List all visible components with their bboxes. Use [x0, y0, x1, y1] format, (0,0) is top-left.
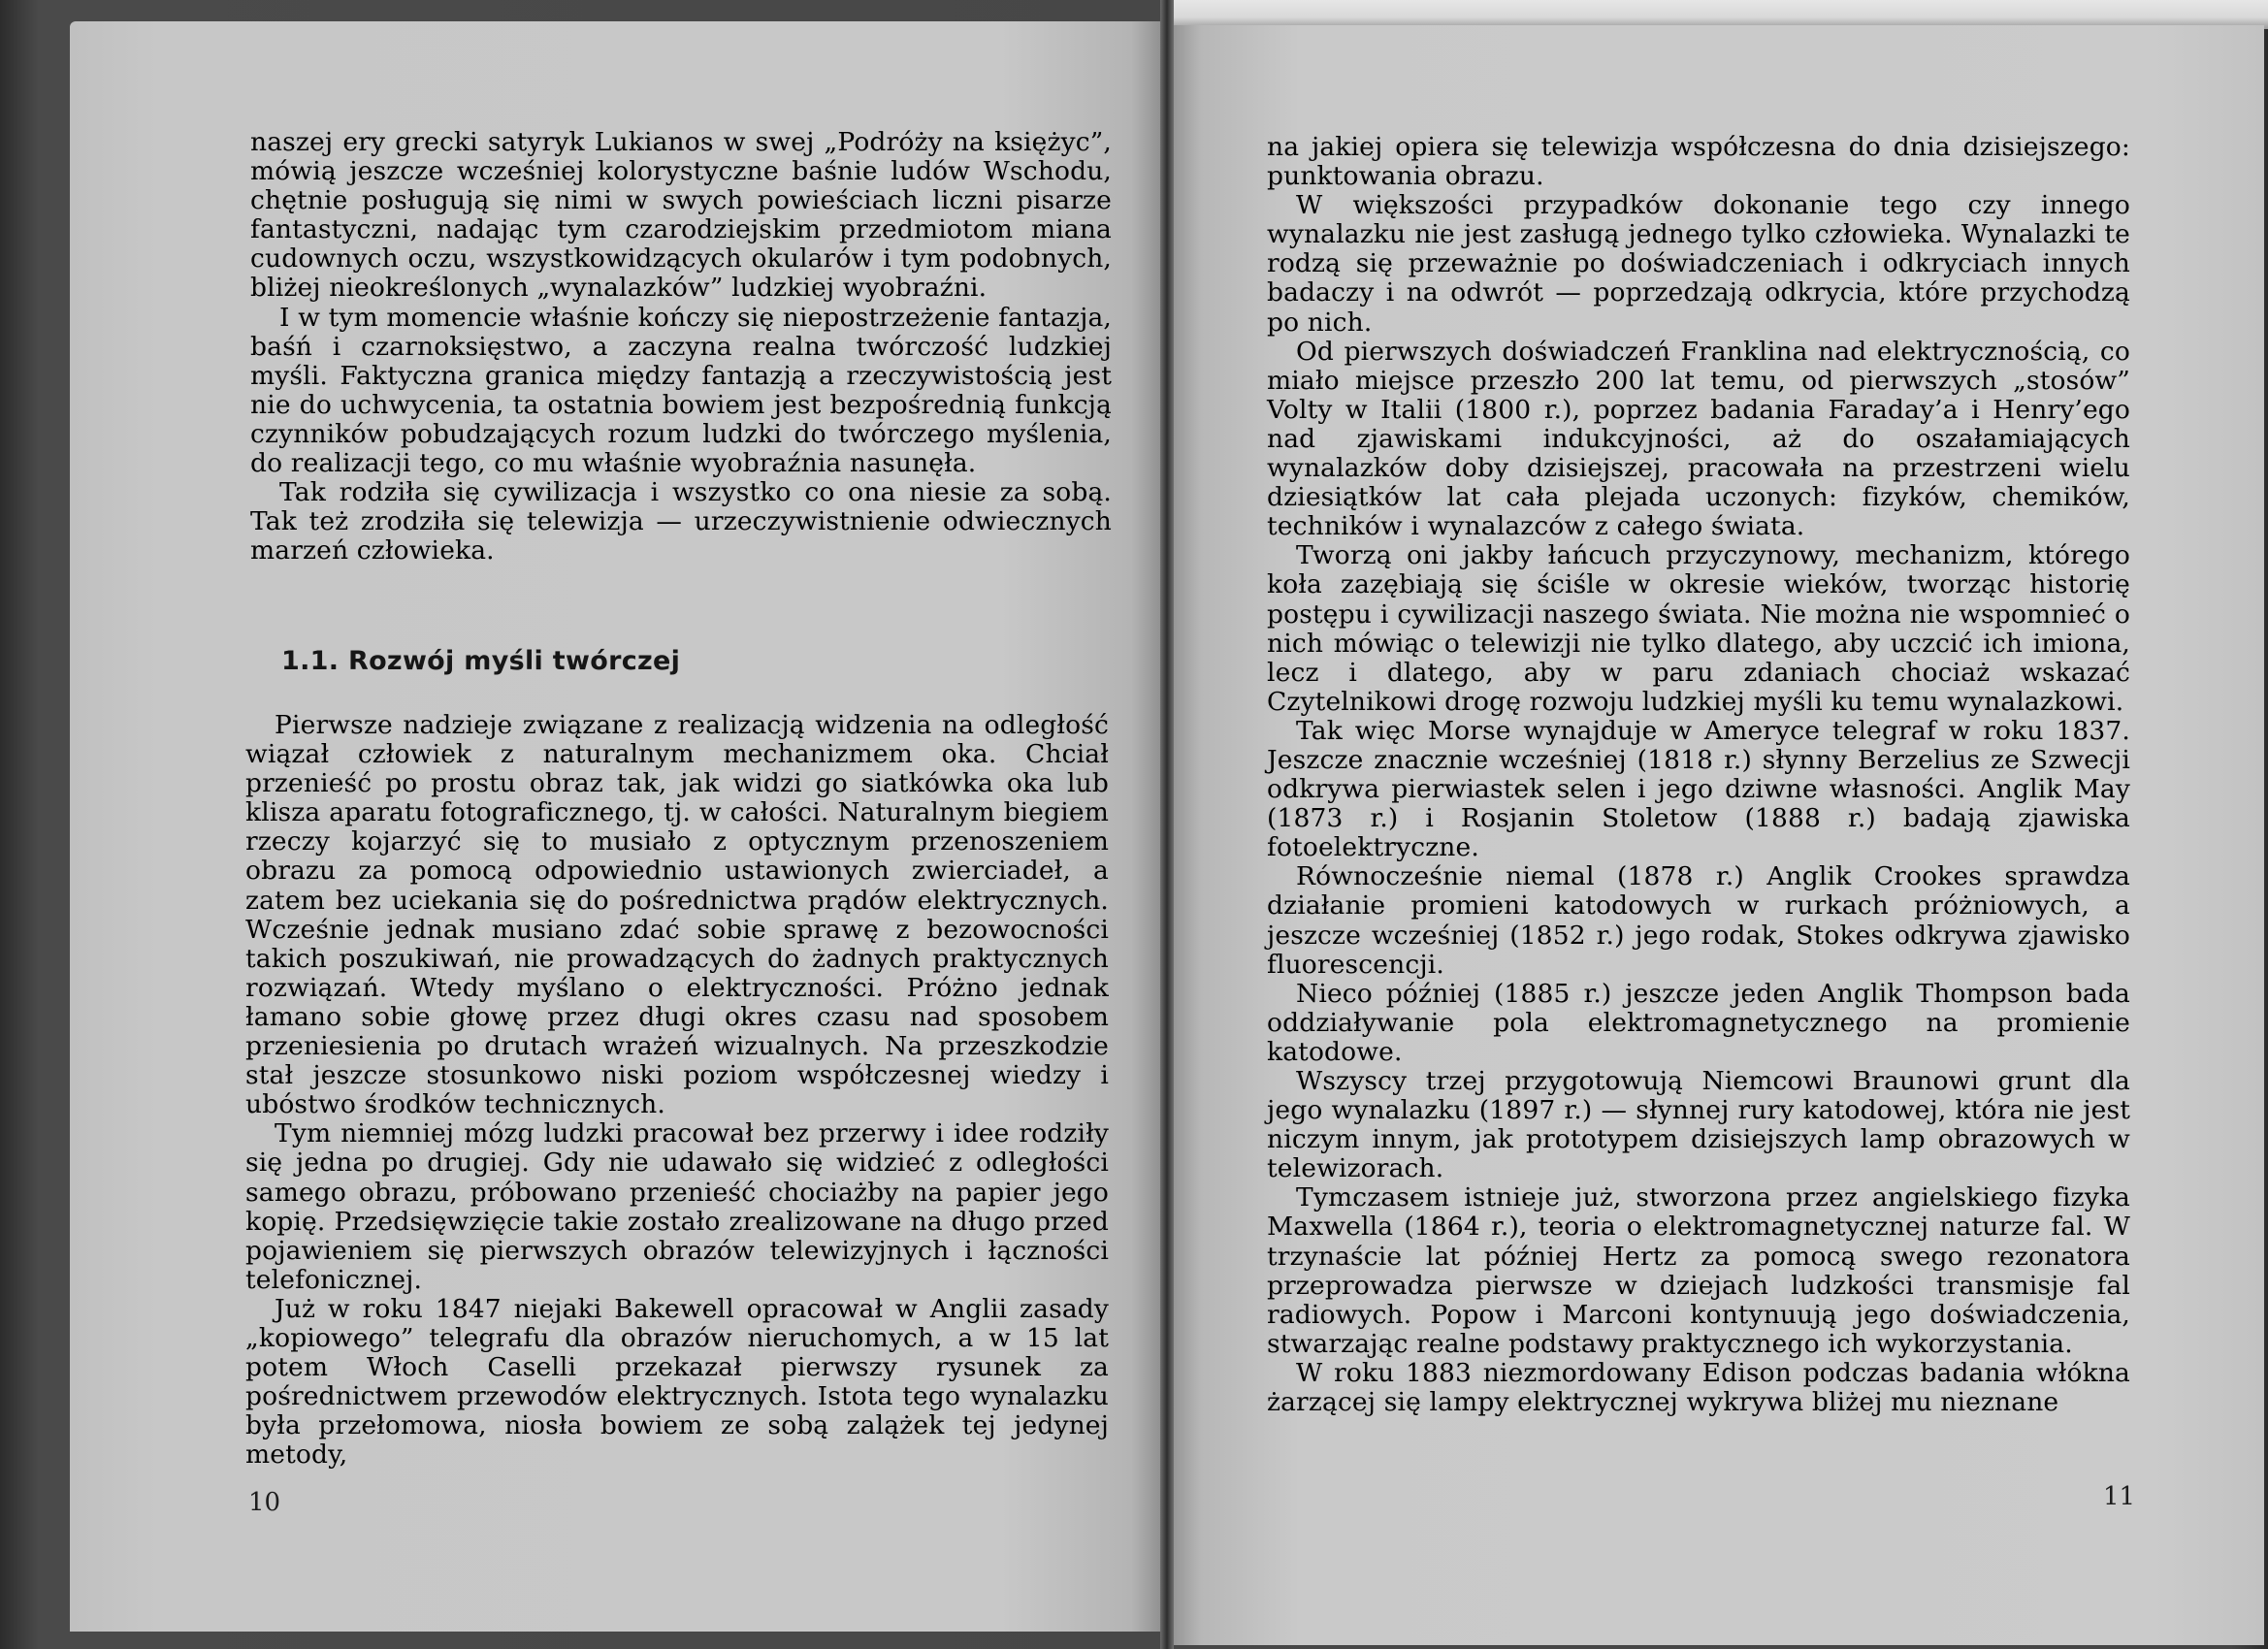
right-paragraph: W roku 1883 niezmordowany Edison podczas badania włókna żarzącej się lampy elektrycznej wykrywa bliżej mu nieznane: [1267, 1357, 2130, 1418]
left-paragraph: Tym niemniej mózg ludzki pracował bez przerwy i idee rodziły się jedna po drugiej. Gdy nie udawało się widzieć z odległości samego obrazu, próbowano przenieść chociażby na papier jego kopię. Przedsięwzięcie takie zostało zrealizowane na długo przed pojawieniem się pierwszych obrazów telewizyjnych i łączności telefonicznej.: [245, 1118, 1109, 1295]
right-paragraph: Wszyscy trzej przygotowują Niemcowi Braunowi grunt dla jego wynalazku (1897 r.) — słynnej rury katodowej, która nie jest niczym innym, jak prototypem dzisiejszych lamp obrazowych w telewizorach.: [1267, 1066, 2130, 1184]
section-heading: 1.1. Rozwój myśli twórczej: [281, 646, 681, 676]
left-page-text-top: [250, 128, 1112, 566]
right-paragraph: Tak więc Morse wynajduje w Ameryce telegraf w roku 1837. Jeszcze znacznie wcześniej (1818 r.) słynny Berzelius ze Szwecji odkrywa pierwiastek selen i jego dziwne własności. Anglik May (1873 r.) i Rosjanin Stoletow (1888 r.) badają zjawiska fotoelektryczne.: [1267, 715, 2130, 863]
left-paragraph: Już w roku 1847 niejaki Bakewell opracował w Anglii zasady „kopiowego” telegrafu dla obrazów nieruchomych, a w 15 lat potem Włoch Caselli przekazał pierwszy rysunek za pośrednictwem przewodów elektrycznych. Istota tego wynalazku była przełomowa, niosła bowiem ze sobą zalążek tej jedynej metody,: [245, 1293, 1109, 1471]
left-paragraph: naszej ery grecki satyryk Lukianos w swej „Podróży na księżyc”, mówią jeszcze wcześniej kolorystyczne baśnie ludów Wschodu, chętnie posługują się nimi w swych powieściach liczni pisarze fantastyczni, nadając tym czarodziejskim przedmiotom miana cudownych oczu, wszystkowidzących okularów i tym podobnych, bliżej nieokreślonych „wynalazków” ludzkiej wyobraźni.: [250, 127, 1112, 304]
right-paragraph: W większości przypadków dokonanie tego czy innego wynalazku nie jest zasługą jednego tylko człowieka. Wynalazki te rodzą się przeważnie po doświadczeniach i odkryciach innych badaczy i na odwrót — poprzedzają odkrycia, które przychodzą po nich.: [1267, 190, 2130, 338]
right-paragraph: Równocześnie niemal (1878 r.) Anglik Crookes sprawdza działanie promieni katodowych w rurkach próżniowych, a jeszcze wcześniej (1852 r.) jego rodak, Stokes odkrywa zjawisko fluorescencji.: [1267, 861, 2130, 980]
right-paragraph: na jakiej opiera się telewizja współczesna do dnia dzisiejszego: punktowania obrazu.: [1267, 132, 2130, 192]
left-paragraph: Pierwsze nadzieje związane z realizacją widzenia na odległość wiązał człowiek z naturalnym mechanizmem oka. Chciał przenieść po prostu obraz tak, jak widzi go siatkówka oka lub klisza aparatu fotograficznego, tj. w całości. Naturalnym biegiem rzeczy kojarzyć się to musiało z optycznym przenoszeniem obrazu za pomocą odpowiednio ustawionych zwierciadeł, a zatem bez uciekania się do pośrednictwa prądów elektrycznych. Wcześnie jednak musiano zdać sobie sprawę z bezowocności takich poszukiwań, nie prowadzących do żadnych praktycznych rozwiązań. Wtedy myślano o elektryczności. Próżno jednak łamano sobie głowę przez długi okres czasu nad sposobem przeniesienia po drutach wrażeń wizualnych. Na przeszkodzie stał jeszcze stosunkowo niski poziom współczesnej wiedzy i ubóstwo środków technicznych.: [245, 710, 1109, 1120]
right-page-text: [1267, 133, 2130, 1417]
left-paragraph: I w tym momencie właśnie kończy się niepostrzeżenie fantazja, baśń i czarnoksięstwo, a zaczyna realna twórczość ludzkiej myśli. Faktyczna granica między fantazją a rzeczywistością jest nie do uchwycenia, ta ostatnia bowiem jest bezpośrednią funkcją czynników pobudzających rozum ludzki do twórczego myślenia, do realizacji tego, co mu właśnie wyobraźnia nasunęła.: [250, 302, 1113, 479]
right-paragraph: Tworzą oni jakby łańcuch przyczynowy, mechanizm, którego koła zazębiają się ściśle w okresie wieków, tworząc historię postępu i cywilizacji naszego świata. Nie można nie wspomnieć o nich mówiąc o telewizji nie tylko dlatego, aby uczcić ich imiona, lecz i dlatego, aby w paru zdaniach chociaż wskazać Czytelnikowi drogę rozwoju ludzkiej myśli ku temu wynalazkowi.: [1267, 540, 2130, 717]
book-gutter: [1160, 0, 1174, 1649]
right-paragraph: Tymczasem istnieje już, stworzona przez angielskiego fizyka Maxwella (1864 r.), teoria o elektromagnetycznej naturze fal. W trzynaście lat później Hertz za pomocą swego rezonatora przeprowadza pierwsze w dziejach ludzkości transmisje fal radiowych. Popow i Marconi kontynuują jego doświadczenia, stwarzając realne podstawy praktycznego ich wykorzystania.: [1267, 1182, 2130, 1359]
left-paragraph: Tak rodziła się cywilizacja i wszystko co ona niesie za sobą. Tak też zrodziła się telewizja — urzeczywistnienie odwiecznych marzeń człowieka.: [250, 477, 1112, 566]
left-page-text-bottom: [245, 711, 1109, 1470]
page-number-left: 10: [248, 1488, 281, 1517]
right-paragraph: Od pierwszych doświadczeń Franklina nad elektrycznością, co miało miejsce przeszło 200 lat temu, od pierwszych „stosów” Volty w Italii (1800 r.), poprzez badania Faraday’a i Henry’ego nad zjawiskami indukcyjności, aż do oszałamiających wynalazków doby dzisiejszej, pracowała na przestrzeni wielu dziesiątków lat cała plejada uczonych: fizyków, chemików, techników i wynalazców z całego świata.: [1267, 336, 2130, 542]
page-number-right: 11: [2103, 1482, 2136, 1511]
right-paragraph: Nieco później (1885 r.) jeszcze jeden Anglik Thompson bada oddziaływanie pola elektromagnetycznego na promienie katodowe.: [1267, 978, 2130, 1067]
